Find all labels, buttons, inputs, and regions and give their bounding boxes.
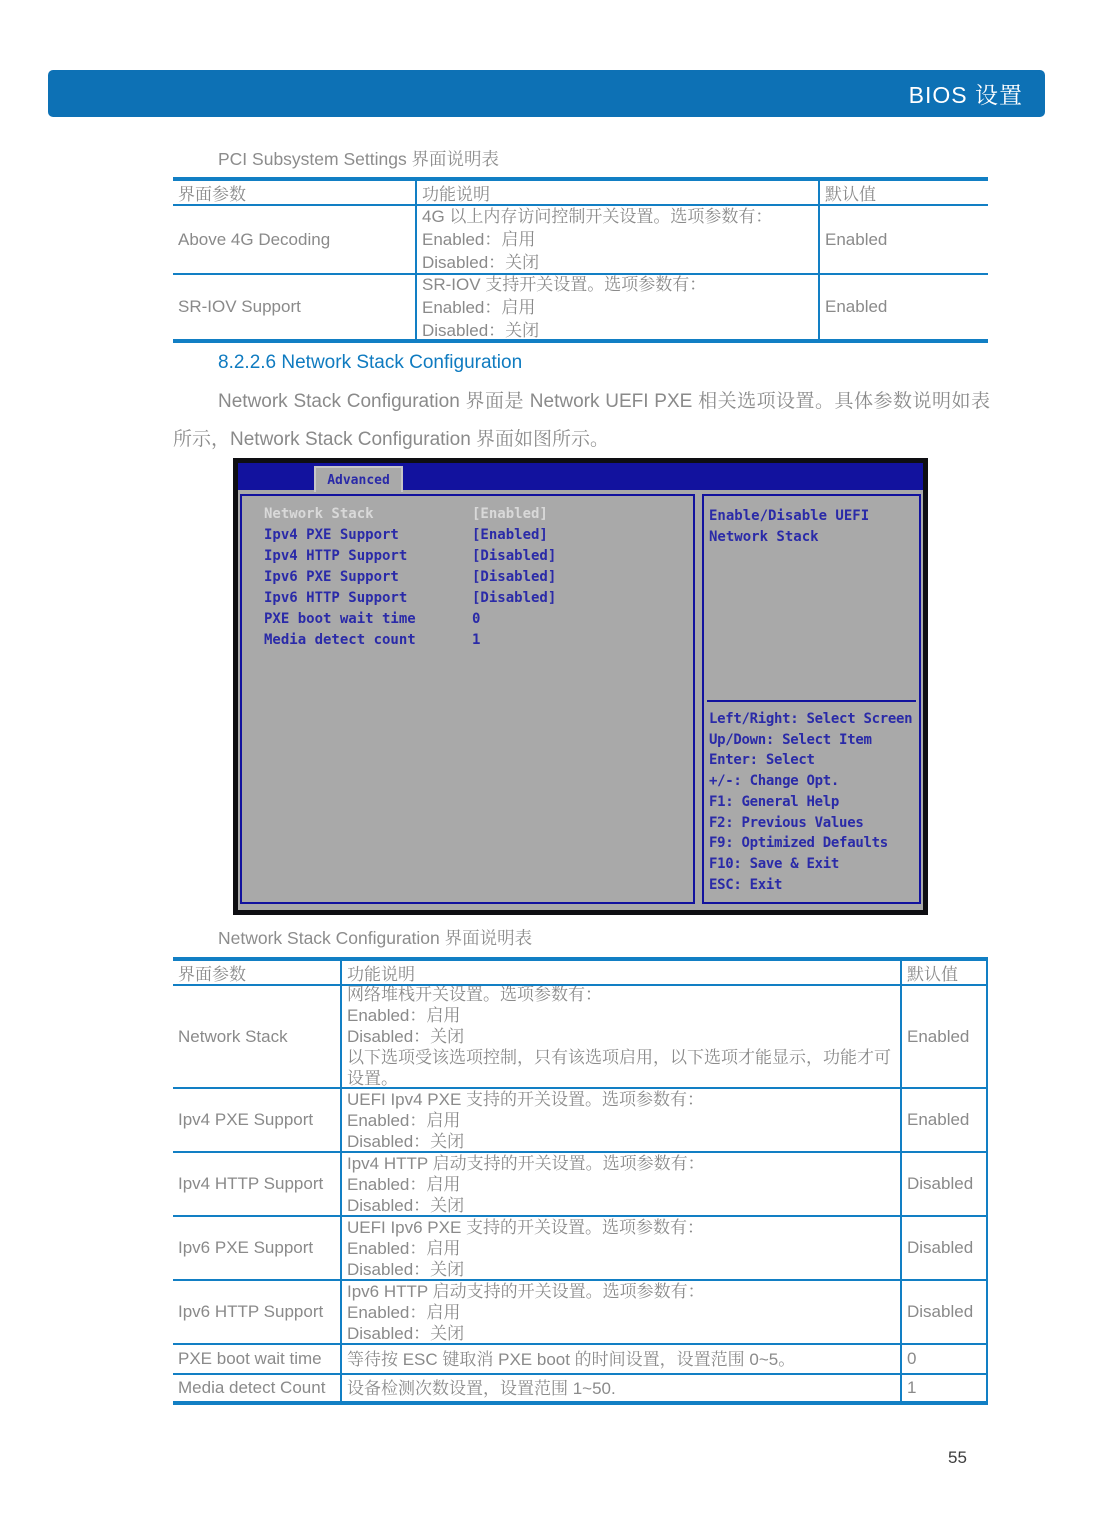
bios-option-label: Ipv4 HTTP Support	[264, 548, 408, 564]
default-cell: 1	[900, 1375, 986, 1401]
bios-help-text	[704, 496, 919, 548]
desc-line: SR-IOV 支持开关设置。选项参数有：	[422, 275, 707, 294]
desc-line: Disabled：关闭	[347, 1131, 465, 1151]
desc-line: Disabled：关闭	[347, 1195, 465, 1215]
desc-line: 以下选项受该选项控制，只有该选项启用，以下选项才能显示，功能才可设置。	[347, 1048, 891, 1087]
desc-line: Ipv6 HTTP 启动支持的开关设置。选项参数有：	[347, 1281, 705, 1301]
column-header-default: 默认值	[900, 961, 986, 984]
table-row	[173, 1373, 986, 1401]
desc-line: Disabled：关闭	[347, 1027, 465, 1046]
desc-line: Enabled：启用	[422, 230, 536, 249]
table-row	[173, 273, 988, 339]
default-cell: Disabled	[900, 1153, 986, 1215]
desc-line: Disabled：关闭	[347, 1259, 465, 1279]
param-cell: Network Stack	[178, 1026, 288, 1046]
bios-option-label: Ipv6 PXE Support	[264, 569, 399, 585]
default-cell: Enabled	[900, 1089, 986, 1151]
desc-cell	[340, 1375, 900, 1401]
bios-option	[242, 590, 693, 611]
column-header-param: 界面参数	[178, 965, 246, 984]
param-cell: Ipv6 PXE Support	[178, 1238, 314, 1257]
bios-option-value: [Enabled]	[472, 527, 548, 543]
bios-option	[242, 569, 693, 590]
desc-line: Disabled：关闭	[347, 1323, 465, 1343]
bios-help-line: Enable/Disable UEFI	[709, 508, 870, 524]
key-hint: F1: General Help	[709, 793, 840, 810]
bios-option-value: [Disabled]	[472, 590, 557, 606]
table2-title: Network Stack Configuration 界面说明表	[218, 928, 533, 948]
table-row	[173, 1279, 986, 1343]
default-cell: Enabled	[818, 275, 988, 339]
desc-cell	[415, 275, 818, 339]
table-row	[173, 1151, 986, 1215]
table-row	[173, 1215, 986, 1279]
page-number: 55	[948, 1448, 967, 1467]
key-hint: Enter: Select	[709, 752, 815, 769]
key-hint: F10: Save & Exit	[709, 855, 840, 872]
param-cell: Ipv6 HTTP Support	[178, 1302, 324, 1321]
section-heading: 8.2.2.6 Network Stack Configuration	[218, 352, 523, 373]
tab-advanced: Advanced	[314, 466, 403, 492]
default-cell: Disabled	[900, 1281, 986, 1343]
table-row	[173, 984, 986, 1087]
pci-subsystem-table	[173, 177, 988, 343]
key-hint: F2: Previous Values	[709, 814, 864, 831]
column-header-param: 界面参数	[178, 185, 246, 204]
desc-line: Enabled：启用	[347, 1238, 461, 1258]
desc-line: Enabled：启用	[347, 1006, 461, 1025]
default-cell: Enabled	[818, 206, 988, 273]
column-header-desc: 功能说明	[340, 961, 900, 984]
desc-cell	[340, 986, 900, 1087]
default-cell: Enabled	[900, 986, 986, 1087]
param-cell: Above 4G Decoding	[178, 229, 331, 249]
desc-line: 等待按 ESC 键取消 PXE boot 的时间设置，设置范围 0~5。	[347, 1349, 796, 1369]
bios-help-line: Network Stack	[709, 529, 819, 545]
bios-menu-bar	[238, 463, 923, 490]
desc-line: UEFI Ipv4 PXE 支持的开关设置。选项参数有：	[347, 1089, 705, 1109]
bios-help-panel	[702, 494, 921, 904]
desc-line: Enabled：启用	[347, 1174, 461, 1194]
table1-title: PCI Subsystem Settings 界面说明表	[218, 149, 500, 169]
param-cell: PXE boot wait time	[178, 1349, 322, 1368]
desc-line: UEFI Ipv6 PXE 支持的开关设置。选项参数有：	[347, 1217, 705, 1237]
desc-line: Disabled：关闭	[422, 253, 540, 272]
bios-option-value: [Enabled]	[472, 506, 548, 522]
bios-help-divider	[707, 700, 916, 702]
desc-cell	[340, 1217, 900, 1279]
bios-option-value: 0	[472, 611, 481, 627]
bios-option	[242, 611, 693, 632]
bios-key-hints	[709, 709, 912, 895]
bios-screenshot-figure	[233, 458, 928, 915]
desc-line: Enabled：启用	[347, 1302, 461, 1322]
key-hint: Up/Down: Select Item	[709, 731, 872, 748]
desc-cell	[340, 1153, 900, 1215]
column-header-desc: 功能说明	[415, 181, 818, 204]
chapter-header-bar	[48, 70, 1045, 117]
table-header-row	[173, 961, 986, 984]
desc-line: Ipv4 HTTP 启动支持的开关设置。选项参数有：	[347, 1153, 705, 1173]
desc-line: Enabled：启用	[422, 297, 536, 317]
table-row	[173, 1343, 986, 1373]
desc-line: Disabled：关闭	[422, 320, 540, 339]
param-cell: Ipv4 PXE Support	[178, 1110, 314, 1129]
key-hint: ESC: Exit	[709, 876, 783, 893]
desc-cell	[340, 1345, 900, 1373]
key-hint: F9: Optimized Defaults	[709, 835, 888, 852]
default-cell: Disabled	[900, 1217, 986, 1279]
key-hint: +/-: Change Opt.	[709, 773, 840, 790]
desc-line: 网络堆栈开关设置。选项参数有：	[347, 986, 602, 1004]
bios-option	[242, 548, 693, 569]
bios-option-value: [Disabled]	[472, 569, 557, 585]
bios-option	[242, 527, 693, 548]
desc-line: Enabled：启用	[347, 1110, 461, 1130]
bios-option	[242, 632, 693, 653]
desc-cell	[340, 1281, 900, 1343]
bios-body	[238, 490, 923, 910]
table-header-row	[173, 181, 988, 204]
bios-option-selected	[242, 506, 693, 527]
column-header-default: 默认值	[818, 181, 988, 204]
bios-option-value: 1	[472, 632, 481, 648]
desc-line: 4G 以上内存访问控制开关设置。选项参数有：	[422, 207, 773, 226]
bios-option-label: Ipv6 HTTP Support	[264, 590, 408, 606]
section-paragraph: Network Stack Configuration 界面是 Network UEFI PXE 相关选项设置。具体参数说明如表所示，Network Stack Configuration 界面如图所示。	[173, 391, 990, 450]
key-hint: Left/Right: Select Screen	[709, 711, 913, 727]
table-row	[173, 1087, 986, 1151]
desc-cell	[340, 1089, 900, 1151]
bios-options-panel	[240, 494, 695, 904]
bios-option-label: PXE boot wait time	[264, 611, 416, 627]
bios-option-label: Ipv4 PXE Support	[264, 527, 399, 543]
bios-option-label: Media detect count	[264, 632, 416, 648]
param-cell: Media detect Count	[178, 1378, 326, 1397]
network-stack-table	[173, 957, 988, 1405]
bios-option-value: [Disabled]	[472, 548, 557, 564]
chapter-title: BIOS 设置	[908, 82, 1023, 108]
bios-option-label: Network Stack	[264, 506, 374, 522]
default-cell: 0	[900, 1345, 986, 1373]
param-cell: SR-IOV Support	[178, 297, 301, 316]
desc-cell	[415, 206, 818, 273]
table-row	[173, 204, 988, 273]
param-cell: Ipv4 HTTP Support	[178, 1174, 324, 1193]
desc-line: 设备检测次数设置，设置范围 1~50.	[347, 1378, 616, 1398]
